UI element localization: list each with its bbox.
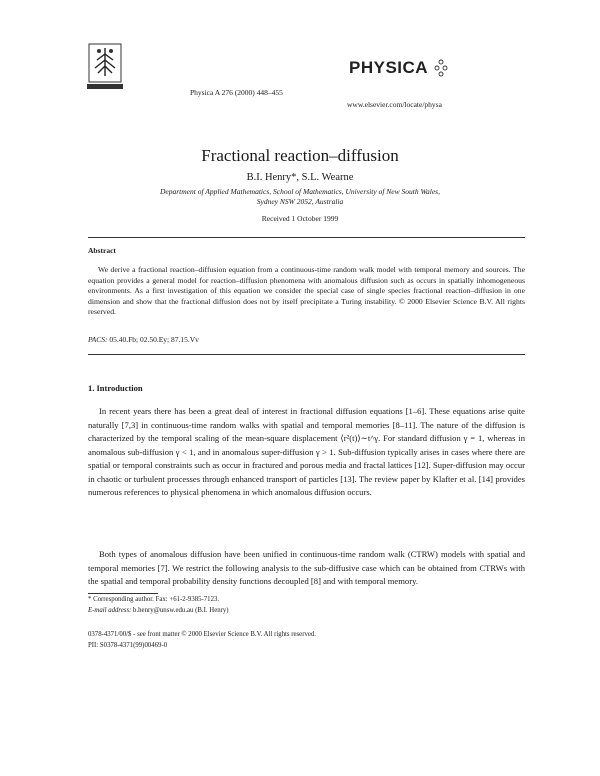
affiliation-line-1: Department of Applied Mathematics, School of Mathematics, University of New South Wales,: [160, 187, 440, 196]
email-label: E-mail address:: [88, 607, 132, 614]
corresponding-author-footnote: * Corresponding author. Fax: +61-2-9385-7123.: [88, 596, 220, 603]
email-address[interactable]: b.henry@unsw.edu.au (B.I. Henry): [131, 607, 229, 614]
issn-line: 0378-4371/00/$ - see front matter © 2000 Elsevier Science B.V. All rights reserved.: [88, 631, 316, 638]
elsevier-tree-logo-icon: [85, 42, 125, 92]
article-title: Fractional reaction–diffusion: [201, 146, 399, 165]
journal-logo: [349, 58, 448, 78]
footnote-rule: [88, 593, 158, 594]
journal-url[interactable]: www.elsevier.com/locate/physa: [347, 100, 442, 109]
email-footnote: [88, 607, 229, 614]
journal-reference: Physica A 276 (2000) 448–455: [190, 88, 283, 97]
pacs-label: PACS:: [88, 335, 108, 344]
abstract-top-rule: [88, 237, 525, 238]
article-authors: B.I. Henry*, S.L. Wearne: [246, 172, 354, 183]
abstract-heading: Abstract: [88, 246, 116, 255]
pacs-codes: 05.40.Fb; 02.50.Ey; 87.15.Vv: [107, 335, 199, 344]
physica-emblem-icon: [434, 59, 448, 77]
section-heading: 1. Introduction: [88, 383, 143, 393]
pii-line: PII: S0378-4371(99)00469-0: [88, 642, 168, 649]
abstract-body: We derive a fractional reaction–diffusion equation from a continuous-time random walk model with temporal memory and sources. The equation provides a general model for reaction–diffusion phenomena with anomalous diffusion such as occurs in spatially inhomogeneous environments. As a first investigation of this equation we consider the special case of single species fractional reaction–diffusion in one dimension and show that the fractional diffusion does not by itself precipitate a Turing instability. © 2000 Elsevier Science B.V. All rights reserved.: [88, 265, 525, 316]
received-date: Received 1 October 1999: [261, 214, 339, 223]
introduction-paragraph-2: Both types of anomalous diffusion have been unified in continuous-time random walk (CTRW) models with spatial and temporal memories [7]. We restrict the following analysis to the sub-diffusive case which can be obtained from CTRWs with the spatial and temporal probability density functions decoupled [8] and with temporal memory.: [88, 549, 525, 586]
affiliation-line-2: Sydney NSW 2052, Australia: [256, 197, 344, 206]
journal-name: PHYSICA: [349, 58, 429, 77]
abstract-bottom-rule: [88, 354, 525, 355]
introduction-paragraph-1: In recent years there has been a great deal of interest in fractional diffusion equations [1–6]. These equations arise quite naturally [7,3] in continuous-time random walks with spatial and temporal memories [8–11]. The nature of the diffusion is characterized by the temporal scaling of the mean-square displacement ⟨r²(t)⟩∼t^γ. For standard diffusion γ = 1, whereas in anomalous sub-diffusion γ < 1, and in anomalous super-diffusion γ > 1. Sub-diffusion typically arises in cases where there are spatial or temporal constraints such as occur in fractured and porous media and fractal lattices [12]. Super-diffusion may occur in chaotic or turbulent processes through enhanced transport of particles [13]. The review paper by Klafter et al. [14] provides numerous references to physical phenomena in which anomalous diffusion occurs.: [88, 406, 525, 497]
pacs-line: [88, 335, 199, 344]
